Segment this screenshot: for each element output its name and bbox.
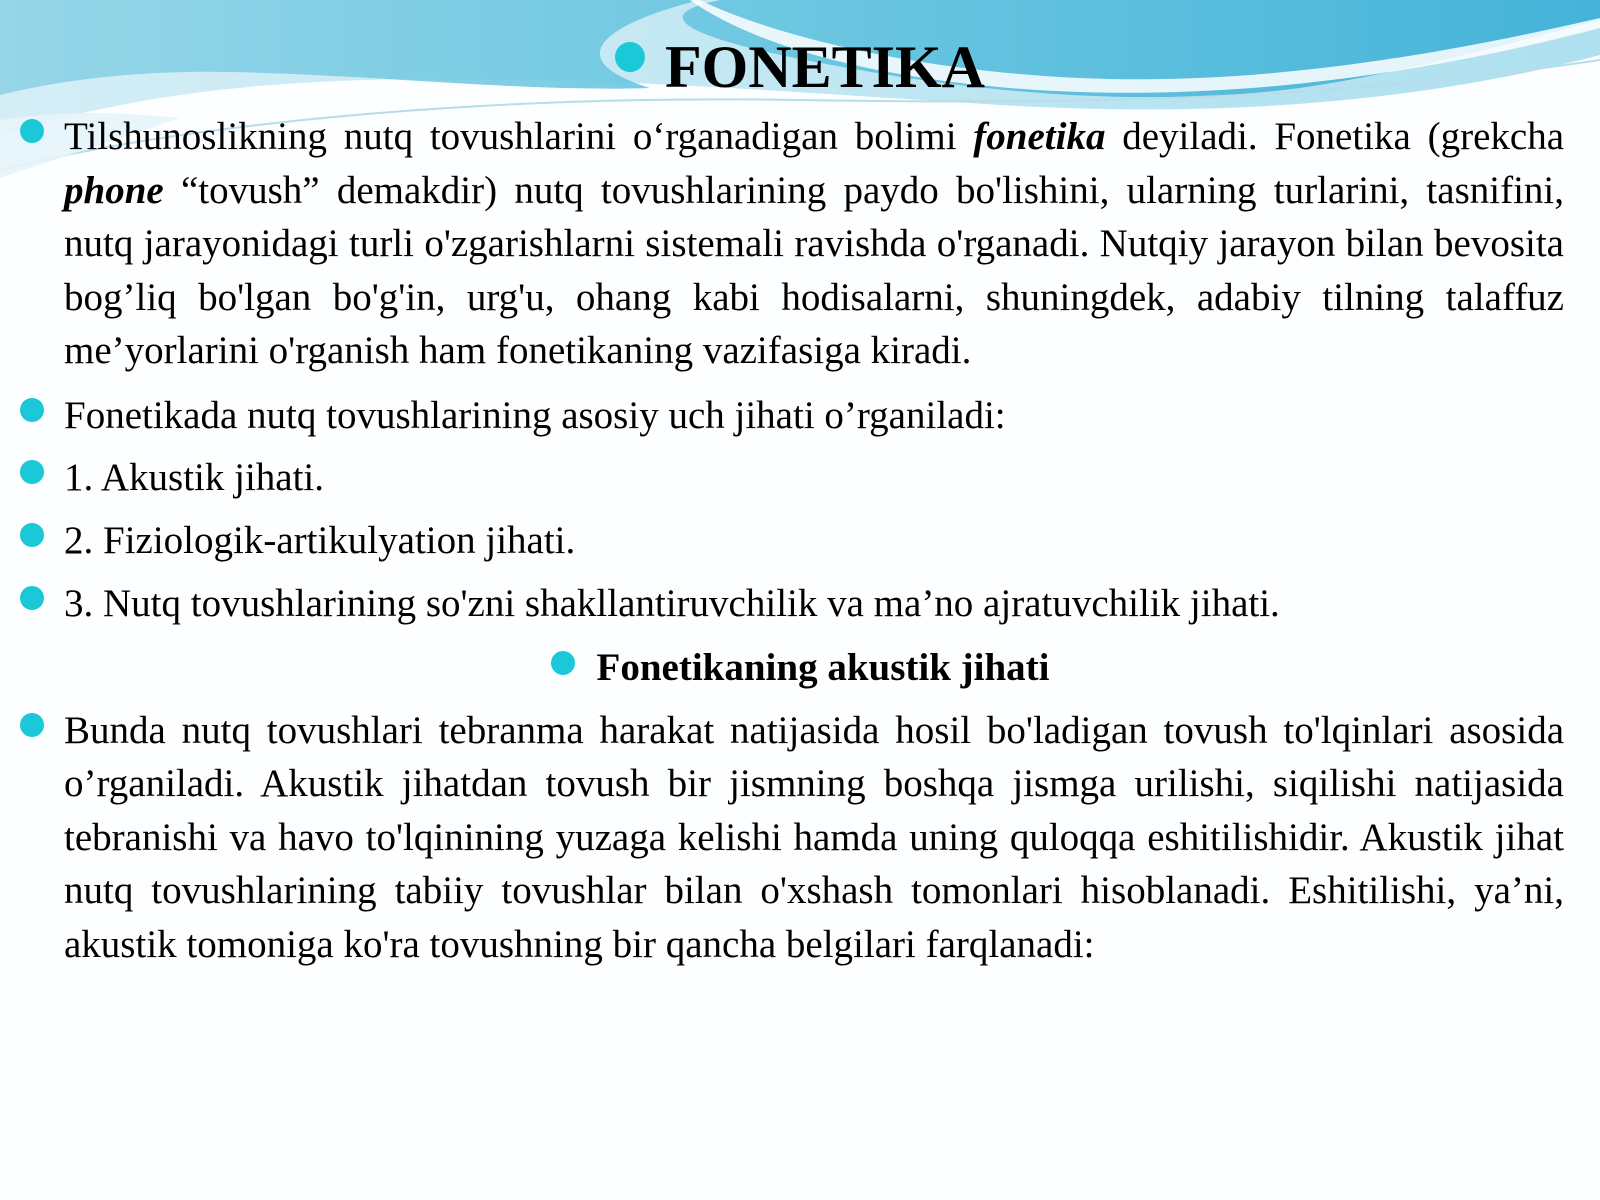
page-title (0, 34, 1600, 100)
title-text: FONETIKA (664, 34, 986, 100)
circle-bullet-icon (615, 42, 645, 72)
subheading-text: Fonetikaning akustik jihati (596, 645, 1050, 689)
list-item (64, 514, 1564, 568)
circle-bullet-icon (20, 398, 44, 422)
paragraph-text: Fonetikada nutq tovushlarining asosiy uch jihati o’rganiladi: (64, 393, 1006, 437)
list-item-text: 3. Nutq tovushlarining so'zni shakllantiruvchilik va ma’no ajratuvchilik jihati. (64, 582, 1280, 625)
text-segment: deyiladi. Fonetika (grekcha (1105, 115, 1564, 158)
emphasized-term: phone (64, 168, 164, 212)
slide-content (0, 110, 1600, 971)
list-item (64, 451, 1564, 505)
section-subheading (0, 641, 1600, 694)
list-item (64, 577, 1564, 631)
text-segment: Tilshunoslikning nutq tovushlarini o‘rganadigan bolimi (64, 115, 974, 158)
circle-bullet-icon (20, 119, 44, 143)
paragraph-text: Bunda nutq tovushlari tebranma harakat natijasida hosil bo'ladigan tovush to'lqinlari asosida o’rganiladi. Akustik jihatdan tovush bir jismning boshqa jismga urilishi, siqilishi natijasida tebranishi va havo to'lqinining yuzaga kelishi hamda uning quloqqa eshitilishidir. Akustik jihat nutq tovushlarining tabiiy tovushlar bilan o'xshash tomonlari hisoblanadi. Eshitilishi, ya’ni, akustik tomoniga ko'ra tovushning bir qancha belgilari farqlanadi: (64, 708, 1564, 966)
list-item-text: 1. Akustik jihati. (64, 456, 325, 499)
paragraph-acoustic (64, 704, 1564, 972)
circle-bullet-icon (551, 651, 575, 675)
text-segment: “tovush” demakdir) nutq tovushlarining paydo bo'lishini, ularning turlarini, tasnifini, nutq jarayonidagi turli o'zgarishlarni sistemali ravishda o'rganadi. Nutqiy jarayon bilan bevosita bog’liq bo'lgan bo'g'in, urg'u, ohang kabi hodisalarni, shuningdek, adabiy tilning talaffuz me’yorlarini o'rganish ham fonetikaning vazifasiga kiradi. (64, 168, 1564, 372)
paragraph-intro-list (64, 389, 1564, 443)
emphasized-term: fonetika (973, 115, 1106, 158)
list-item-text: 2. Fiziologik-artikulyation jihati. (64, 518, 576, 562)
circle-bullet-icon (20, 523, 44, 547)
circle-bullet-icon (20, 586, 44, 610)
paragraph-definition (64, 110, 1564, 378)
circle-bullet-icon (20, 713, 44, 737)
circle-bullet-icon (20, 460, 44, 484)
